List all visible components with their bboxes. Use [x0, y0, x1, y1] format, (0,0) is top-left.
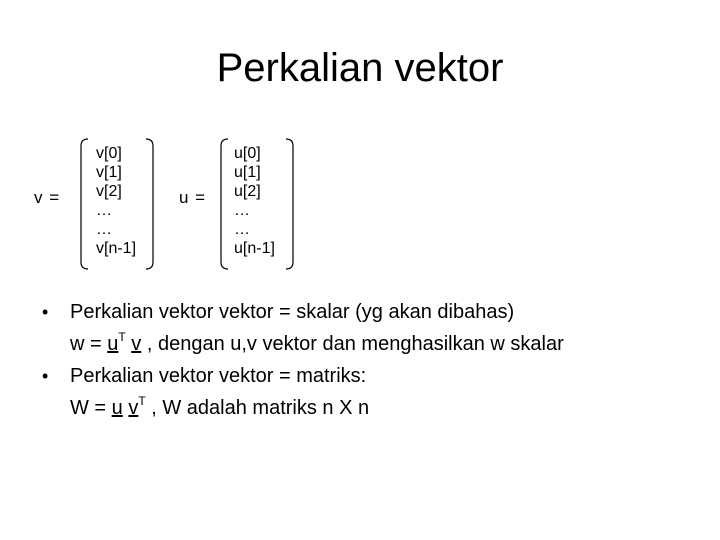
formula-suffix: , W adalah matriks n X n: [145, 397, 370, 419]
vector-u-element: u[2]: [234, 183, 261, 200]
vector-u-element: u[n-1]: [234, 240, 275, 257]
vector-v-element: …: [96, 202, 112, 219]
vector-v-elements: [96, 144, 136, 258]
bullet-continuation-matrix: [42, 392, 702, 424]
bullet-list: [42, 296, 702, 424]
vector-u-element: …: [234, 202, 250, 219]
bullet-dot: •: [42, 366, 49, 386]
vector-u-left-bracket: [218, 138, 230, 270]
formula-v: v: [128, 397, 139, 419]
formula-transpose: T: [138, 394, 146, 408]
formula-prefix: w =: [70, 333, 108, 355]
formula-u: u: [111, 397, 123, 419]
vector-v-element: v[0]: [96, 145, 122, 162]
formula-prefix: W =: [70, 397, 112, 419]
vector-v-left-bracket: [78, 138, 90, 270]
bullet-text: Perkalian vektor vektor = matriks:: [70, 365, 367, 387]
vector-v-right-bracket: [144, 138, 156, 270]
slide-title: Perkalian vektor: [216, 46, 504, 90]
vector-u-label: u =: [179, 188, 207, 207]
vector-v-label: v =: [34, 188, 61, 207]
formula-u: u: [107, 333, 119, 355]
formula-v: v: [131, 333, 142, 355]
bullet-item-scalar: [42, 296, 702, 328]
formula-transpose: T: [118, 330, 126, 344]
vector-v-element: v[2]: [96, 183, 122, 200]
vector-u-right-bracket: [284, 138, 296, 270]
vector-v-element: …: [96, 221, 112, 238]
bullet-text: Perkalian vektor vektor = skalar (yg akan dibahas): [70, 301, 515, 323]
vector-u-element: u[0]: [234, 145, 261, 162]
vector-u-element: …: [234, 221, 250, 238]
vector-u-element: u[1]: [234, 164, 261, 181]
bullet-dot: •: [42, 302, 49, 322]
bullet-item-matrix: [42, 360, 702, 392]
vector-v-element: v[n-1]: [96, 240, 137, 257]
vector-u-elements: [234, 144, 275, 258]
bullet-continuation-scalar: [42, 328, 702, 360]
formula-suffix: , dengan u,v vektor dan menghasilkan w skalar: [141, 333, 564, 355]
vector-v-element: v[1]: [96, 164, 122, 181]
